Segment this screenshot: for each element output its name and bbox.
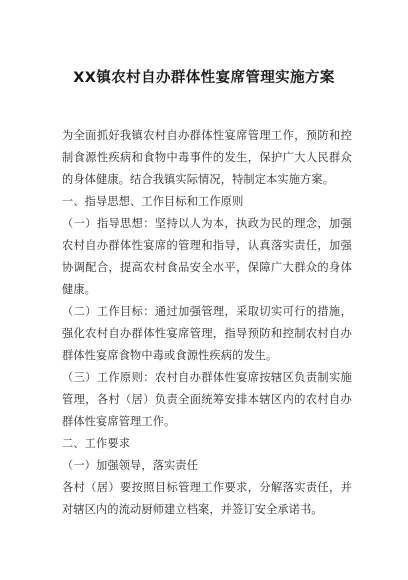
body-paragraph <box>62 477 352 521</box>
document-title: XX镇农村自办群体性宴席管理实施方案 <box>73 70 335 86</box>
text-line: 为全面抓好我镇农村自办群体性宴席管理工作，预防和控 <box>62 129 352 142</box>
body-paragraph <box>62 301 352 367</box>
body-paragraph <box>62 125 352 191</box>
text-line: 农村自办群体性宴席的管理和指导，认真落实责任，加强 <box>62 239 352 252</box>
text-line: （一）加强领导，落实责任 <box>62 459 199 472</box>
text-line: 一、指导思想、工作目标和工作原则 <box>62 195 244 208</box>
text-line: （二）工作目标：通过加强管理，采取切实可行的措施， <box>62 305 352 318</box>
document-body <box>62 125 352 521</box>
text-line: 的身体健康。结合我镇实际情况，特制定本实施方案。 <box>62 173 335 186</box>
section-heading <box>62 433 352 455</box>
text-line: （三）工作原则：农村自办群体性宴席按辖区负责制实施 <box>62 371 352 384</box>
text-line: 制食源性疾病和食物中毒事件的发生，保护广大人民群众 <box>62 151 352 164</box>
text-line: （一）指导思想：坚持以人为本，执政为民的理念，加强 <box>62 217 352 230</box>
section-heading <box>62 455 352 477</box>
text-line: 管理，各村（居）负责全面统筹安排本辖区内的农村自办 <box>62 393 352 406</box>
text-line: 健康。 <box>62 283 97 296</box>
body-paragraph <box>62 367 352 433</box>
text-line: 对辖区内的流动厨师建立档案，并签订安全承诺书。 <box>62 503 323 516</box>
body-paragraph <box>62 213 352 301</box>
text-line: 群体性宴席食物中毒或食源性疾病的发生。 <box>62 349 278 362</box>
text-line: 各村（居）要按照目标管理工作要求，分解落实责任，并 <box>62 481 352 494</box>
text-line: 强化农村自办群体性宴席管理，指导预防和控制农村自办 <box>62 327 352 340</box>
text-line: 二、工作要求 <box>62 437 131 450</box>
text-line: 协调配合，提高农村食品安全水平，保障广大群众的身体 <box>62 261 352 274</box>
text-line: 群体性宴席管理工作。 <box>62 415 176 428</box>
section-heading <box>62 191 352 213</box>
